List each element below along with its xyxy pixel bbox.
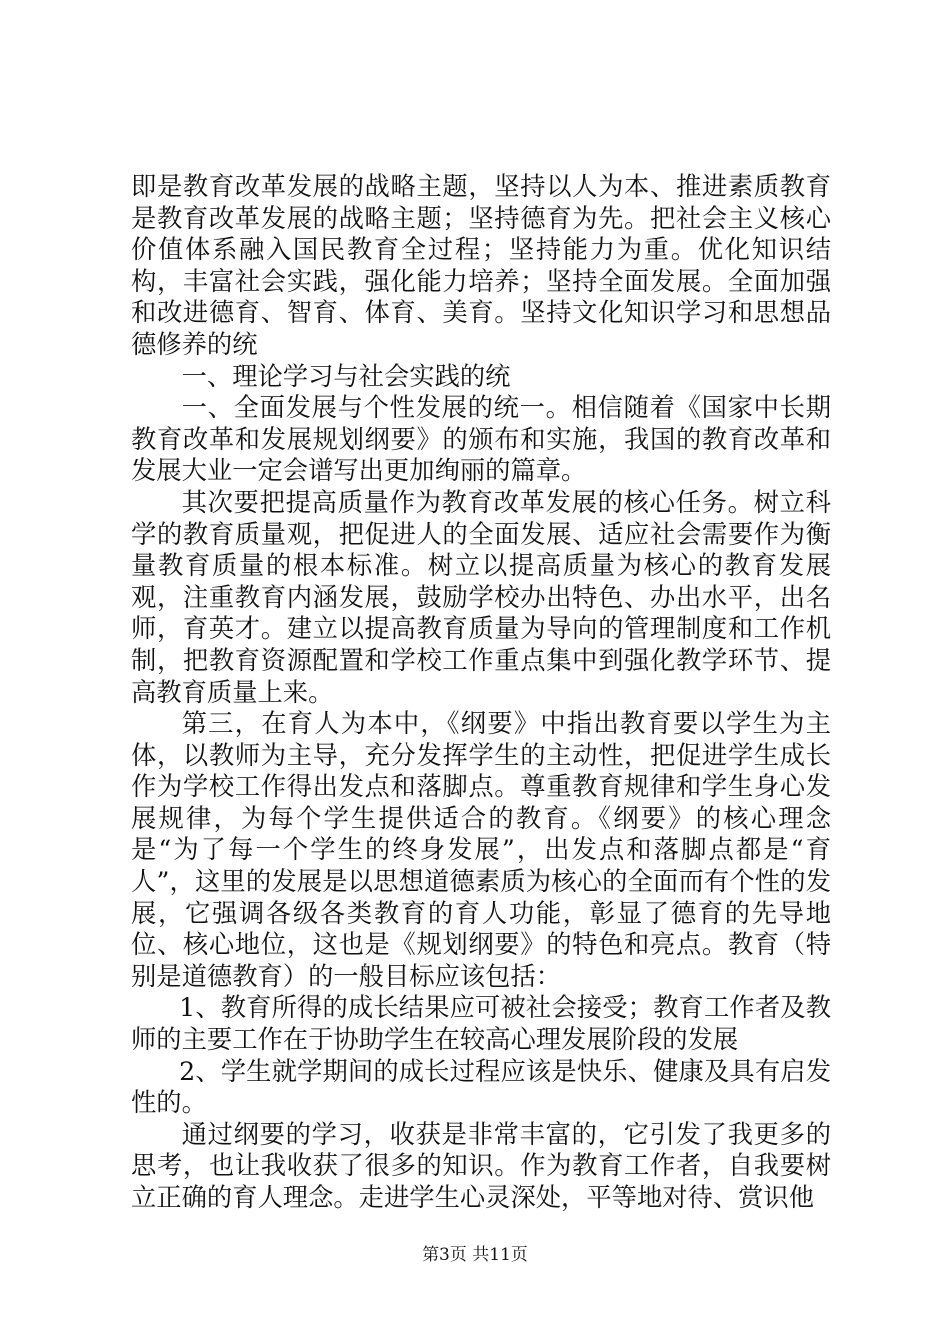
paragraph-6: 1、教育所得的成长结果应可被社会接受；教育工作者及教师的主要工作在于协助学生在较高心理发展阶段的发展 (131, 993, 831, 1055)
paragraph-8: 通过纲要的学习，收获是非常丰富的，它引发了我更多的思考，也让我收获了很多的知识。作为教育工作者，自我要树立正确的育人理念。走进学生心灵深处，平等地对待、赏识他 (131, 1119, 831, 1212)
page-footer: 第3页 共11页 (422, 1245, 528, 1265)
paragraph-7: 2、学生就学期间的成长过程应该是快乐、健康及具有启发性的。 (131, 1056, 831, 1118)
paragraph-2: 一、理论学习与社会实践的统 (181, 361, 511, 391)
paragraph-4: 其次要把提高质量作为教育改革发展的核心任务。树立科学的教育质量观，把促进人的全面发展、适应社会需要作为衡量教育质量的根本标准。树立以提高质量为核心的教育发展观，注重教育内涵发展，鼓励学校办出特色、办出水平，出名师，育英才。建立以提高教育质量为导向的管理制度和工作机制，把教育资源配置和学校工作重点集中到强化教学环节、提高教育质量上来。 (131, 487, 831, 707)
paragraph-3: 一、全面发展与个性发展的统一。相信随着《国家中长期教育改革和发展规划纲要》的颁布和实施，我国的教育改革和发展大业一定会谱写出更加绚丽的篇章。 (131, 393, 831, 486)
document-body (131, 171, 831, 1214)
paragraph-5: 第三，在育人为本中，《纲要》中指出教育要以学生为主体，以教师为主导，充分发挥学生的主动性，把促进学生成长作为学校工作得出发点和落脚点。尊重教育规律和学生身心发展规律，为每个学生提供适合的教育。《纲要》的核心理念是“为了每一个学生的终身发展”，出发点和落脚点都是“育人”，这里的发展是以思想道德素质为核心的全面而有个性的发展，它强调各级各类教育的育人功能，彰显了德育的先导地位、核心地位，这也是《规划纲要》的特色和亮点。教育（特别是道德教育）的一般目标应该包括： (131, 709, 831, 991)
paragraph-1: 即是教育改革发展的战略主题，坚持以人为本、推进素质教育是教育改革发展的战略主题；坚持德育为先。把社会主义核心价值体系融入国民教育全过程；坚持能力为重。优化知识结构，丰富社会实践，强化能力培养；坚持全面发展。全面加强和改进德育、智育、体育、美育。坚持文化知识学习和思想品德修养的统 (131, 172, 831, 359)
